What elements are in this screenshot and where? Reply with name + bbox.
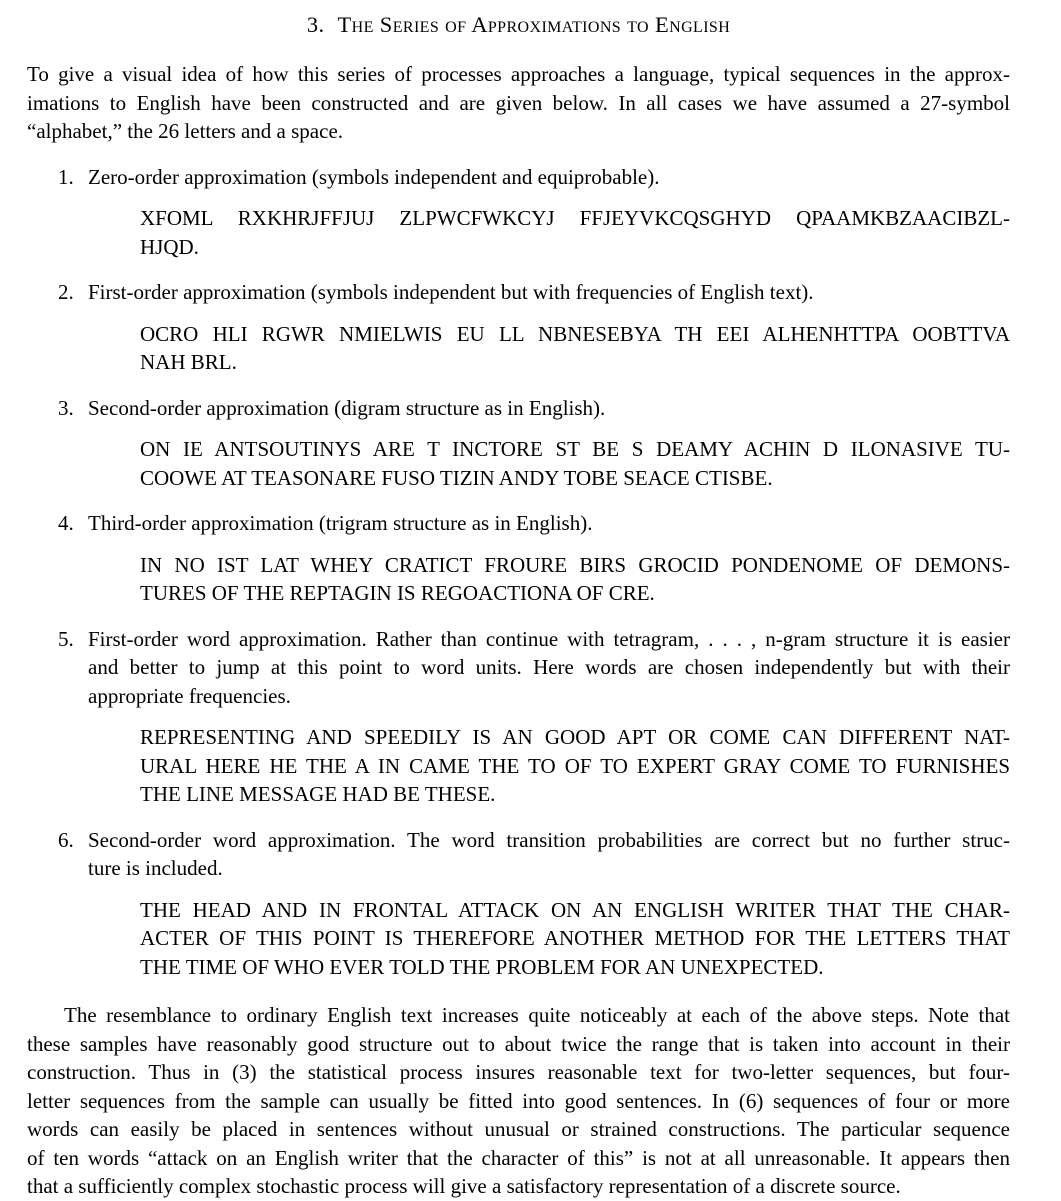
item-number: 1.: [58, 164, 74, 189]
text-line: “alphabet,” the 26 letters and a space.: [27, 119, 344, 143]
text-line: Third-order approximation (trigram structure as in English).: [88, 511, 593, 535]
text-line: COOWE AT TEASONARE FUSO TIZIN ANDY TOBE SEACE CTISBE.: [140, 465, 773, 490]
item-number: 4.: [58, 511, 74, 535]
section-number: 3.: [306, 12, 325, 37]
text-line: imations to English have been constructed and are given below. In all cases we have assumed a 27-symbol: [27, 90, 1010, 115]
text-line: words can easily be placed in sentences without unusual or strained constructions. The particular sequence: [27, 1117, 1010, 1141]
item-body: [88, 509, 1010, 608]
text-line: TURES OF THE REPTAGIN IS REGOACTIONA OF CRE.: [140, 581, 655, 605]
item-body: [88, 163, 1010, 262]
intro-paragraph: [27, 60, 1010, 146]
item-description: [88, 826, 1010, 883]
text-line: these samples have reasonably good structure out to about twice the range that is taken into account in their: [27, 1031, 1010, 1056]
approximation-item-5: [58, 625, 1010, 809]
item-description: [88, 394, 1010, 423]
text-line: XFOML RXKHRJFFJUJ ZLPWCFWKCYJ FFJEYVKCQSGHYD QPAAMKBZAACIBZL-: [140, 206, 1010, 230]
text-line: appropriate frequencies.: [88, 683, 291, 708]
text-line: NAH BRL.: [140, 350, 237, 374]
text-line: URAL HERE HE THE A IN CAME THE TO OF TO EXPERT GRAY COME TO FURNISHES: [140, 753, 1010, 778]
text-line: and better to jump at this point to word units. Here words are chosen independently but with their: [88, 655, 1010, 679]
approximation-item-6: [58, 826, 1010, 982]
item-number: 3.: [58, 395, 74, 420]
text-line: construction. Thus in (3) the statistical process insures reasonable text for two-letter sequences, but four-: [27, 1060, 1010, 1084]
text-line: To give a visual idea of how this series of processes approaches a language, typical sequences in the approx-: [27, 62, 1010, 86]
sample-text: [140, 320, 1010, 377]
sample-text: [140, 551, 1010, 608]
text-line: ACTER OF THIS POINT IS THEREFORE ANOTHER METHOD FOR THE LETTERS THAT: [140, 926, 1010, 950]
item-body: [88, 625, 1010, 809]
text-line: IN NO IST LAT WHEY CRATICT FROURE BIRS GROCID PONDENOME OF DEMONS-: [140, 552, 1010, 577]
text-line: ture is included.: [88, 856, 223, 880]
text-line: THE LINE MESSAGE HAD BE THESE.: [140, 782, 496, 806]
item-description: [88, 625, 1010, 711]
item-body: [88, 278, 1010, 377]
text-line: REPRESENTING AND SPEEDILY IS AN GOOD APT OR COME CAN DIFFERENT NAT-: [140, 725, 1010, 749]
sample-text: [140, 723, 1010, 809]
approximation-item-3: [58, 394, 1010, 493]
item-number: 2.: [58, 280, 74, 304]
approximation-item-4: [58, 509, 1010, 608]
text-line: OCRO HLI RGWR NMIELWIS EU LL NBNESEBYA TH EEI ALHENHTTPA OOBTTVA: [140, 321, 1010, 346]
text-line: that a sufficiently complex stochastic process will give a satisfactory representation of a discrete source.: [27, 1174, 901, 1198]
section-title: The Series of Approximations to English: [337, 12, 731, 37]
text-line: THE TIME OF WHO EVER TOLD THE PROBLEM FOR AN UNEXPECTED.: [140, 954, 824, 979]
text-line: The resemblance to ordinary English text increases quite noticeably at each of the above steps. Note that: [64, 1003, 1010, 1027]
sample-text: [140, 204, 1010, 261]
text-line: of ten words “attack on an English writer that the character of this” is not at all unreasonable. It appears then: [27, 1145, 1010, 1170]
item-number: 6.: [58, 827, 74, 852]
text-line: Zero-order approximation (symbols independent and equiprobable).: [88, 164, 660, 189]
item-body: [88, 394, 1010, 493]
text-line: Second-order word approximation. The word transition probabilities are correct but no further struc-: [88, 827, 1010, 852]
sample-text: [140, 896, 1010, 982]
text-line: letter sequences from the sample can usually be fitted into good sentences. In (6) sequences of four or more: [27, 1088, 1010, 1113]
text-line: Second-order approximation (digram structure as in English).: [88, 395, 606, 420]
text-line: ON IE ANTSOUTINYS ARE T INCTORE ST BE S DEAMY ACHIN D ILONASIVE TU-: [140, 437, 1010, 461]
approximation-item-1: [58, 163, 1010, 262]
item-number: 5.: [58, 626, 74, 651]
item-description: [88, 278, 1010, 307]
text-line: HJQD.: [140, 234, 199, 259]
approximation-item-2: [58, 278, 1010, 377]
text-line: First-order word approximation. Rather than continue with tetragram, . . . , n-gram structure it is easier: [88, 626, 1010, 651]
text-line: THE HEAD AND IN FRONTAL ATTACK ON AN ENGLISH WRITER THAT THE CHAR-: [140, 897, 1010, 922]
item-description: [88, 163, 1010, 192]
sample-text: [140, 435, 1010, 492]
item-body: [88, 826, 1010, 982]
closing-paragraph: [27, 1001, 1010, 1201]
text-line: First-order approximation (symbols independent but with frequencies of English text).: [88, 280, 814, 304]
section-heading: [27, 12, 1010, 38]
item-description: [88, 509, 1010, 538]
